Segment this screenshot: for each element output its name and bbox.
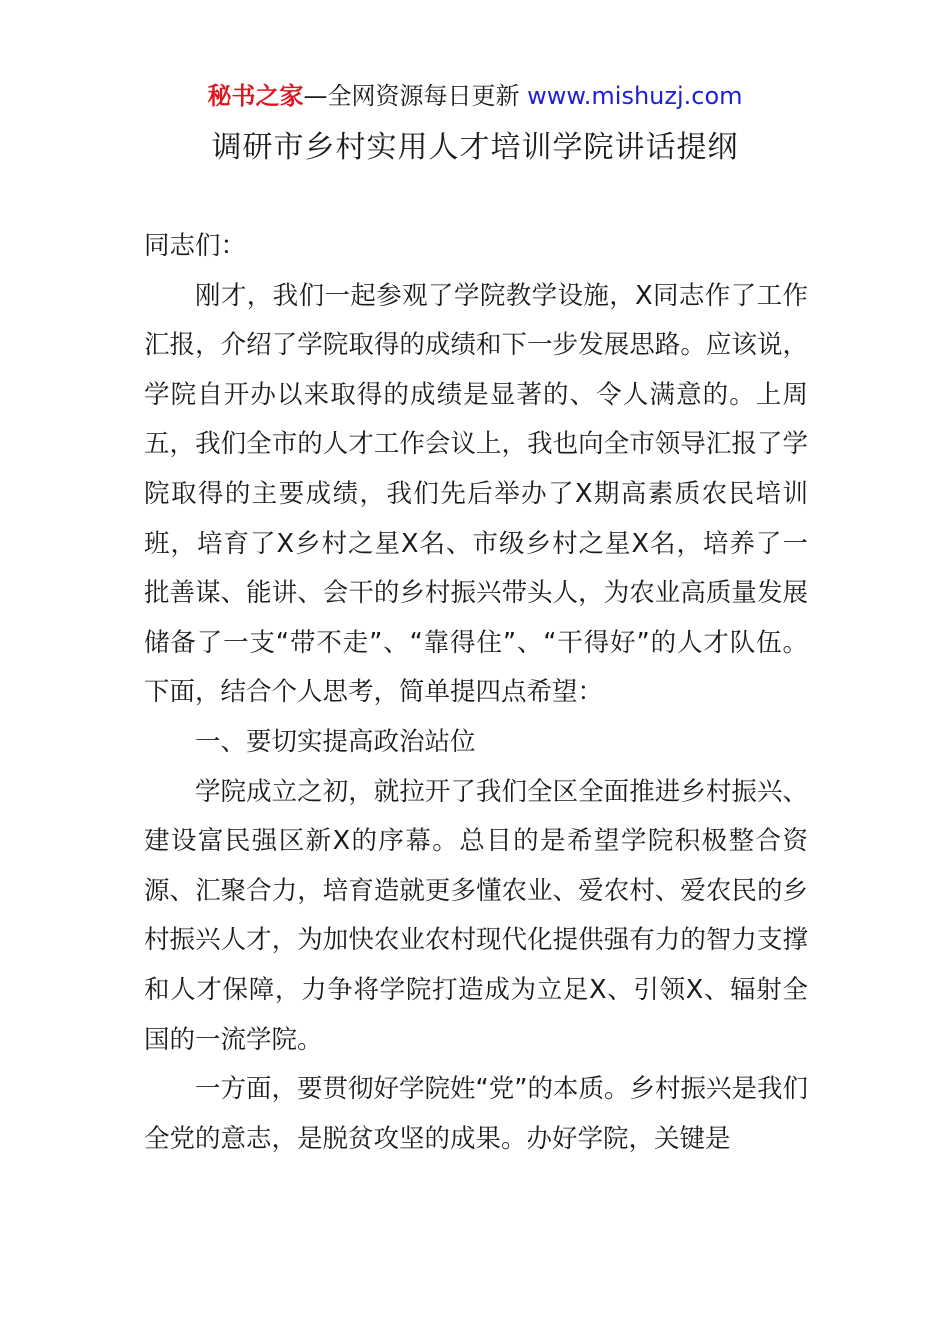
section-heading-1: 一、要切实提高政治站位	[195, 726, 476, 757]
header-tagline: —全网资源每日更新	[303, 82, 528, 110]
paragraph-intro: 刚才，我们一起参观了学院教学设施，X同志作了工作汇报，介绍了学院取得的成绩和下一步发展思路。应该说，学院自开办以来取得的成绩是显著的、令人满意的。上周五，我们全市的人才工作会议上，我也向全市领导汇报了学院取得的主要成绩，我们先后举办了X期高素质农民培训班，培育了X乡村之星X名、市级乡村之星X名，培养了一批善谋、能讲、会干的乡村振兴带头人，为农业高质量发展储备了一支“带不走”、“靠得住”、“干得好”的人才队伍。下面，结合个人思考，简单提四点希望：	[144, 280, 808, 708]
paragraph-party-nature: 一方面，要贯彻好学院姓“党”的本质。乡村振兴是我们全党的意志，是脱贫攻坚的成果。办好学院，关键是	[144, 1074, 808, 1154]
document-body	[144, 222, 808, 1164]
document-title: 调研市乡村实用人才培训学院讲话提纲	[211, 130, 739, 165]
brand-name: 秘书之家	[207, 82, 304, 110]
site-header	[0, 80, 950, 112]
site-url-link[interactable]: www.mishuzj.com	[527, 82, 743, 110]
paragraph-section-1: 学院成立之初，就拉开了我们全区全面推进乡村振兴、建设富民强区新X的序幕。总目的是希望学院积极整合资源、汇聚合力，培育造就更多懂农业、爱农村、爱农民的乡村振兴人才，为加快农业农村现代化提供强有力的智力支撑和人才保障，力争将学院打造成为立足X、引领X、辐射全国的一流学院。	[144, 776, 808, 1055]
salutation: 同志们：	[144, 231, 247, 261]
